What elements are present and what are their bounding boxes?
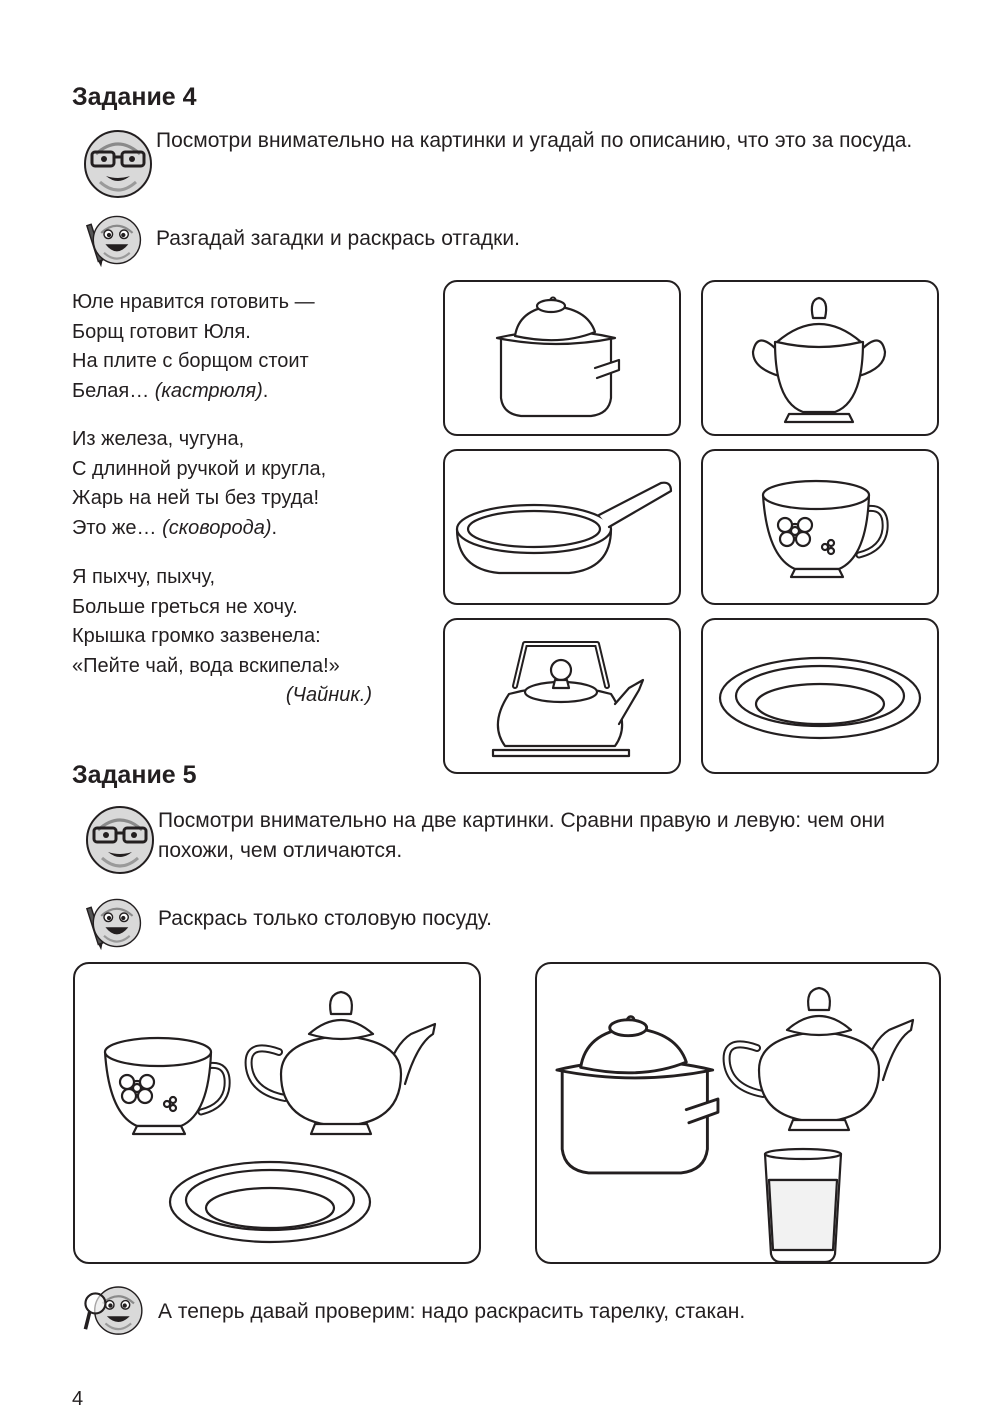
riddle-line: Больше греться не хочу. <box>72 595 298 618</box>
riddle-line-prefix: Белая… <box>72 379 155 402</box>
picture-plate[interactable] <box>701 618 939 774</box>
riddle-last-line <box>72 514 402 544</box>
plate-icon <box>720 658 920 738</box>
riddle-line-prefix: Это же… <box>72 516 163 539</box>
glass-icon <box>765 1149 841 1262</box>
task4-instruction-look: Посмотри внимательно на картинки и угадай по описанию, что это за посуда. <box>156 129 913 152</box>
picture-saucepan[interactable] <box>443 280 681 436</box>
picture-left[interactable] <box>73 962 481 1264</box>
avatar-pencil-icon <box>72 893 156 953</box>
task5-check-text: А теперь давай проверим: надо раскрасить тарелку, стакан. <box>158 1300 746 1323</box>
riddle-line: Крышка громко зазвенела: <box>72 625 321 647</box>
riddle-saucepan <box>72 288 402 406</box>
picture-right[interactable] <box>535 962 941 1264</box>
picture-teacup[interactable] <box>701 449 939 605</box>
sugar-bowl-icon <box>753 298 885 422</box>
riddle-line: С длинной ручкой и кругла, <box>72 457 327 480</box>
riddle-suffix: . <box>262 379 269 402</box>
avatar-glasses-icon <box>80 800 160 880</box>
riddle-line: Из железа, чугуна, <box>72 428 245 450</box>
riddle-kettle <box>72 563 372 711</box>
riddle-line: Юле нравится готовить — <box>72 291 315 313</box>
riddle-answer: (кастрюля) <box>154 379 263 402</box>
avatar-glasses-icon <box>78 124 158 204</box>
kettle-icon <box>493 644 643 756</box>
riddle-frying-pan <box>72 425 402 543</box>
saucepan-icon <box>497 300 619 416</box>
plate-icon <box>170 1162 370 1242</box>
riddle-line: Борщ готовит Юля. <box>72 320 251 343</box>
picture-sugar-bowl[interactable] <box>701 280 939 436</box>
avatar-pencil-icon <box>72 210 156 270</box>
teapot-icon <box>727 988 913 1130</box>
riddle-last-line <box>72 377 402 407</box>
picture-kettle[interactable] <box>443 618 681 774</box>
task5-instruction-do: Раскрась только столовую посуду. <box>158 907 492 930</box>
riddle-line: На плите с борщом стоит <box>72 350 309 372</box>
saucepan-icon <box>557 1020 718 1173</box>
picture-frying-pan[interactable] <box>443 449 681 605</box>
task5-instruction-look: Посмотри внимательно на две картинки. Сравни правую и левую: чем они похожи, чем отличаются. <box>158 809 885 862</box>
riddle-line: Я пыхчу, пыхчу, <box>72 566 216 588</box>
riddle-answer: (сковорода) <box>162 516 272 539</box>
riddle-line: «Пейте чай, вода вскипела!» <box>72 654 340 677</box>
riddle-line: Жарь на ней ты без труда! <box>72 487 320 509</box>
page-number: 4 <box>72 1388 84 1410</box>
teacup-icon <box>105 1038 227 1134</box>
task4-instruction-do: Разгадай загадки и раскрась отгадки. <box>156 227 520 250</box>
frying-pan-icon <box>457 483 671 573</box>
avatar-magnifier-icon <box>74 1282 154 1342</box>
teacup-icon <box>763 481 885 577</box>
riddle-suffix: . <box>271 516 278 539</box>
teapot-icon <box>249 992 435 1134</box>
task4-title: Задание 4 <box>72 83 197 111</box>
task5-title: Задание 5 <box>72 761 197 789</box>
riddle-answer: (Чайник.) <box>285 684 372 706</box>
